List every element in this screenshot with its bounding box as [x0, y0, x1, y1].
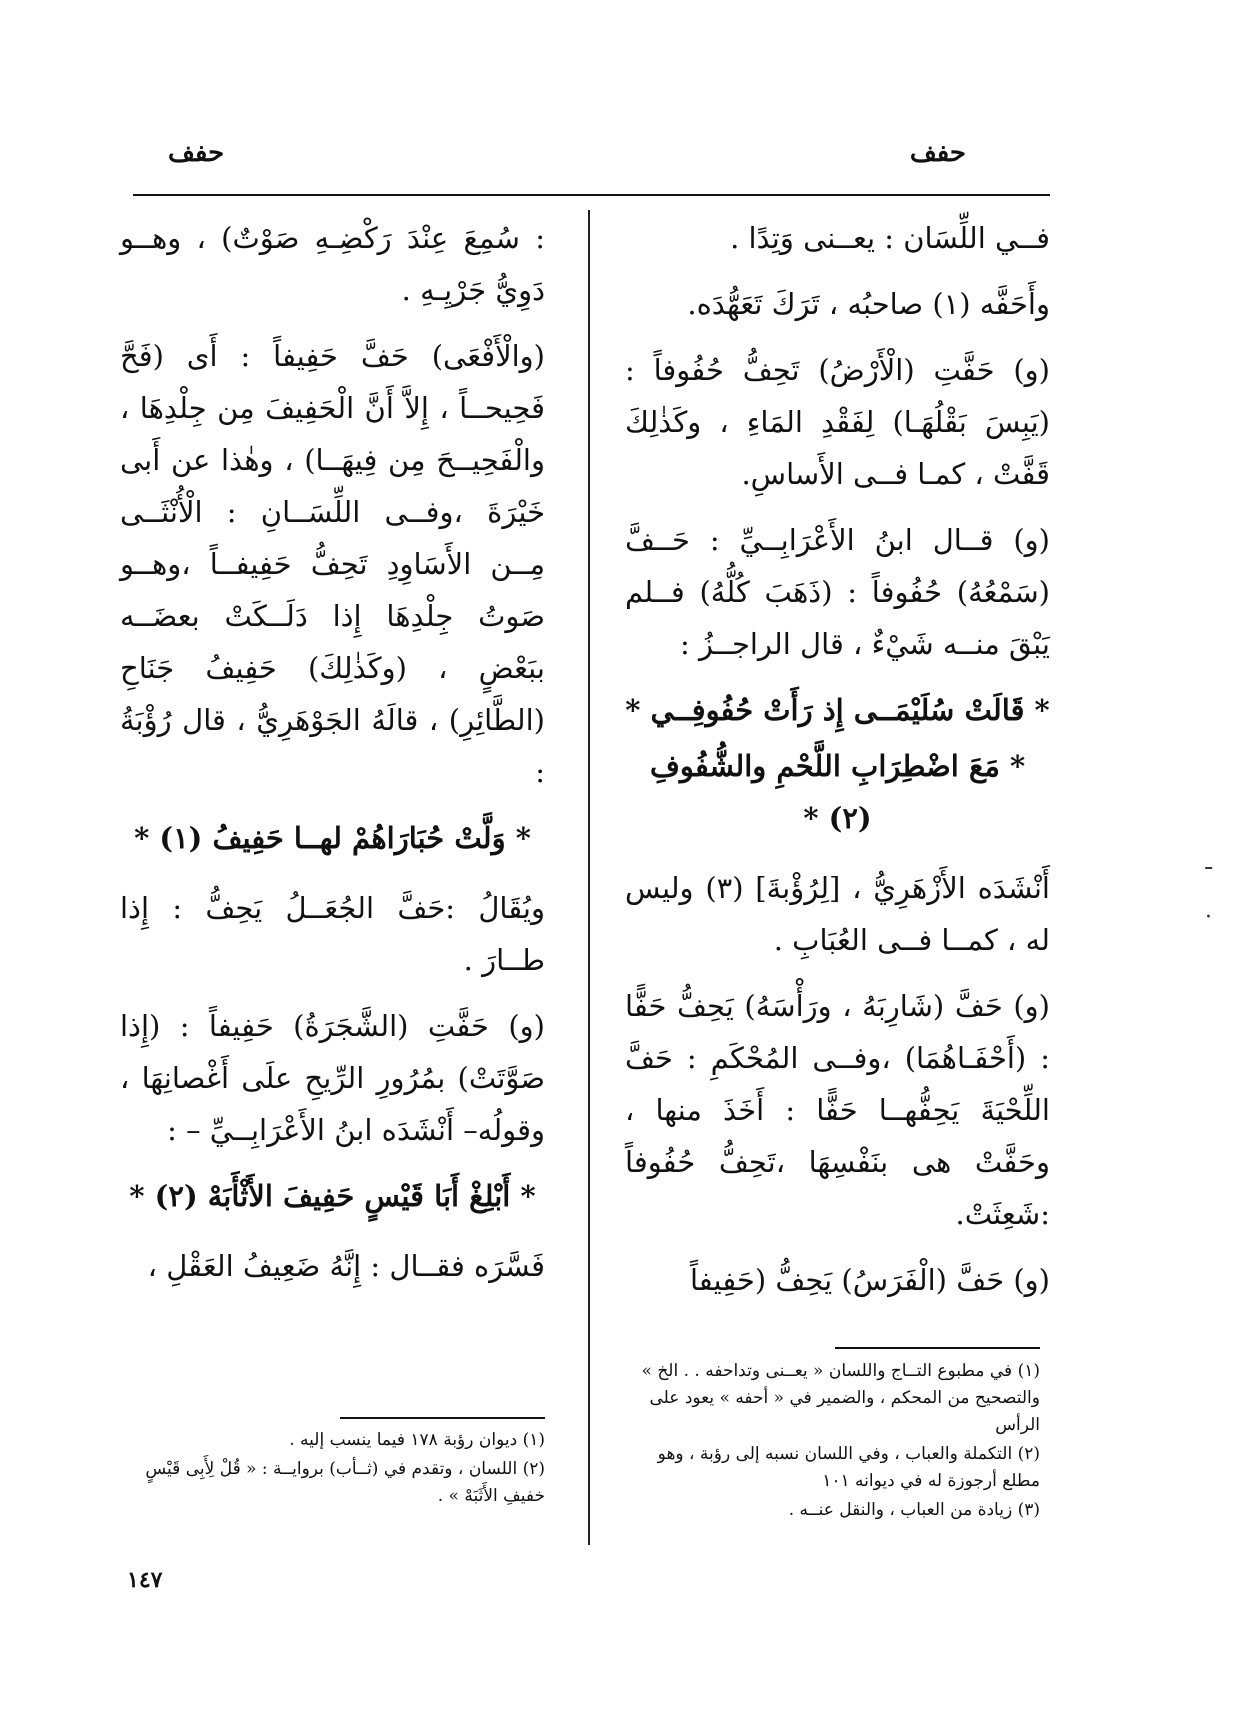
paragraph: (و) حَفَّ (الْفَرَسُ) يَحِفُّ (حَفِيفاً: [689, 1263, 1050, 1297]
paragraph: فــي اللِّسَان : يعــنى وَتِدًا .: [730, 221, 1050, 255]
column-divider: [588, 210, 590, 1545]
footnotes-left: [125, 1427, 545, 1512]
footnote: (٢) اللسان ، وتقدم في (ثــأب) بروايــة : « قُلْ لِأَبِى قَيْسٍ خفيفِ الأَثَبَهْ » .: [145, 1459, 545, 1506]
paragraph: ويُقَالُ :حَفَّ الجُعَــلُ يَحِفُّ : إِذا طــارَ .: [120, 891, 545, 977]
paragraph: وأَحَفَّه (١) صاحبُه ، تَرَكَ تَعَهُّدَه.: [687, 287, 1050, 321]
paragraph: (و) حَفَّتِ (الْأَرْضُ) تَحِفُّ حُفُوفاً : (يَبِسَ بَقْلُهَـا) لِفَقْدِ المَاءِ ، وكَذٰلِكَ قَفَّتْ ، كمـا فــى الأَساسِ.: [625, 353, 1050, 491]
footnote: (١) ديوان رؤبة ١٧٨ فيما ينسب إليه .: [289, 1430, 545, 1450]
footnote: (٢) التكملة والعباب ، وفي اللسان نسبه إلى رؤبة ، وهو مطلع أرجوزة له في ديوانه ١٠١: [657, 1444, 1040, 1491]
paragraph: أَنْشَدَه الأَزْهَرِيُّ ، [لِرُؤْبةَ] (٣) وليس له ، كمــا فــى العُبَابِ .: [625, 871, 1050, 957]
verse-line: * أَبْلِغْ أَبَا قَيْسٍ حَفِيفَ الأَثْأَبَهْ (٢) *: [129, 1179, 536, 1213]
header-word-right: حفف: [909, 138, 966, 168]
verse-line: * وَلَّتْ حُبَارَاهُمْ لهــا حَفِيفُ (١) *: [134, 821, 531, 855]
footnote: (١) في مطبوع التــاج واللسان « يعــنى وتداحفه . . الخ » والتصحيح من المحكم ، والضمير في « أحفه » يعود على الرأس: [641, 1361, 1040, 1435]
footnotes-right: [620, 1358, 1040, 1526]
verse-line: * مَعَ اضْطِرَابِ اللَّحْمِ والشُّفُوفِ (٢) *: [649, 749, 1026, 835]
left-column: [120, 212, 545, 1306]
right-column: [625, 212, 1050, 1320]
paragraph: (و) قــال ابنُ الأَعْرَابِــيِّ : حَــفَّ (سَمْعُهُ) حُفُوفاً : (ذَهَبَ كُلُّهُ) فــلم يَبْقَ منــه شَيْءٌ ، قال الراجــزُ :: [625, 523, 1050, 661]
paragraph: (و) حَفَّ (شَارِبَهُ ، ورَأْسَهُ) يَحِفُّ حَفًّا : (أَحْفَـاهُمَا) ،وفــى المُحْكَمِ : حَفَّ اللِّحْيَةَ يَحِفُّهــا حَفًّا : أَخَذَ منها ، وحَفَّتْ هى بنَفْسِهَا ،تَحِفُّ حُفُوفاً :شَعِثَتْ.: [625, 989, 1050, 1231]
paragraph: (والْأَفْعَى) حَفَّ حَفِيفاً : أَى (فَحَّ فَحِيحــاً ، إِلاَّ أَنَّ الْحَفِيفَ مِن جِلْدِهَا ، والْفَحِيــحَ مِن فِيهَــا) ، وهٰذا عن أَبى خَيْرَةَ ،وفــى اللِّسَــانِ : الْأُنْثَــى مِــن الأَسَاوِدِ تَحِفُّ حَفِيفــاً ،وهــو صَوتُ جِلْدِهَا إِذا دَلَــكَتْ بعضَــه ببَعْضٍ ، (وكَذٰلِكَ) حَفِيفُ جَنَاحِ (الطَّائِرِ) ، قالَهُ الجَوْهَرِيُّ ، قال رُؤْبَةُ :: [120, 339, 545, 789]
margin-mark: ـ: [1205, 850, 1212, 875]
footnote: (٣) زيادة من العباب ، والنقل عنــه .: [788, 1500, 1040, 1520]
verse-line: * قَالَتْ سُلَيْمَــى إِذ رَأَتْ حُفُوفِــي *: [625, 693, 1050, 727]
footnote-rule-left: [340, 1417, 545, 1419]
page-number: ١٤٧: [127, 1567, 163, 1593]
footnote-rule-right: [835, 1347, 1040, 1349]
paragraph: : سُمِعَ عِنْدَ رَكْضِـهِ صَوْتٌ) ، وهــو دَوِيُّ جَرْيِـهِ .: [120, 221, 545, 307]
paragraph: فَسَّرَه فقــال : إِنَّهُ ضَعِيفُ العَقْلِ ،: [147, 1249, 545, 1283]
paragraph: (و) حَفَّتِ (الشَّجَرَةُ) حَفِيفاً : (إِذا صَوَّتَتْ) بمُرُورِ الرِّيحِ علَى أَغْصانِهَا ، وقولُه– أَنْشَدَه ابنُ الأَعْرَابِــيِّ – :: [120, 1009, 545, 1147]
header-rule: [133, 194, 1050, 196]
margin-mark: ·: [1205, 905, 1212, 930]
header-word-left: حفف: [168, 138, 225, 168]
